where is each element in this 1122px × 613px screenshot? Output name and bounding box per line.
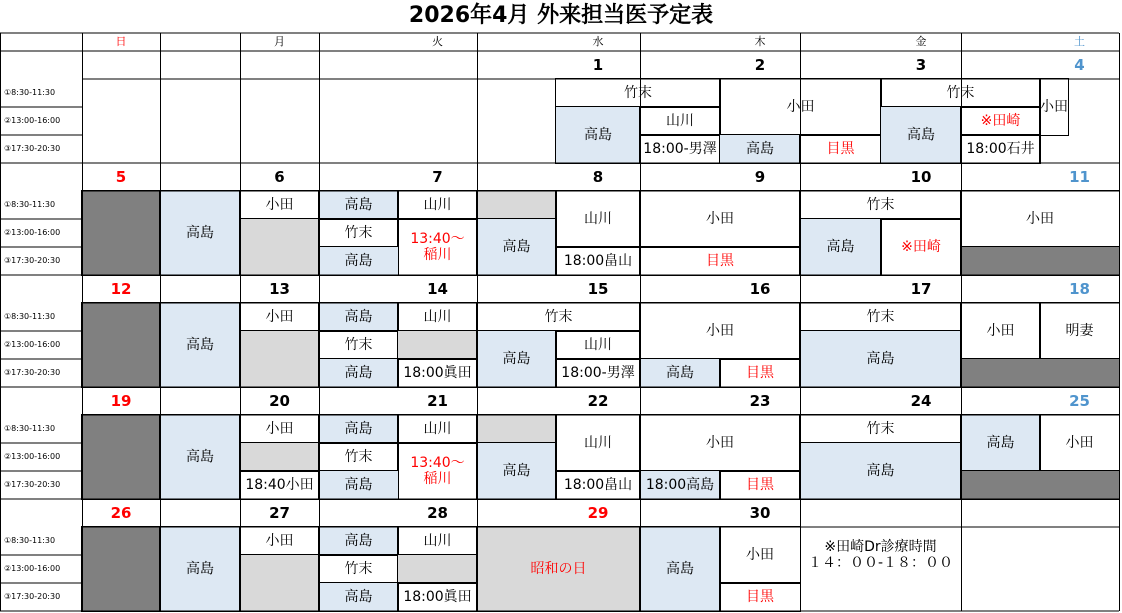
- doctor-entry: 高島: [319, 359, 398, 387]
- doctor-entry: 小田: [720, 79, 881, 135]
- doctor-entry: 18:00眞田: [398, 583, 477, 611]
- doctor-entry: 小田: [961, 303, 1040, 359]
- holiday-label: 昭和の日: [477, 527, 640, 611]
- date-number: 30: [749, 504, 771, 522]
- doctor-entry: 高島: [556, 107, 640, 163]
- doctor-entry: 竹末: [319, 555, 398, 583]
- doctor-entry: 小田: [240, 303, 319, 331]
- doctor-entry: 目黒: [720, 471, 800, 499]
- doctor-entry: 竹末: [319, 219, 398, 247]
- weekday-header: 火: [432, 35, 443, 48]
- doctor-entry: 山川: [398, 527, 477, 555]
- date-number: 15: [587, 280, 609, 298]
- doctor-entry: 18:00畠山: [556, 471, 640, 499]
- doctor-entry: 18:40小田: [240, 471, 319, 499]
- doctor-entry: 高島: [961, 415, 1040, 471]
- doctor-entry: 竹末: [881, 79, 1040, 107]
- doctor-entry: 小田: [240, 191, 319, 219]
- doctor-entry: 小田: [640, 191, 800, 247]
- date-number: 18: [1069, 280, 1090, 298]
- time-slot-label: ③17:30-20:30: [4, 144, 61, 153]
- date-number: 16: [749, 280, 771, 298]
- doctor-entry: 高島: [800, 331, 961, 387]
- date-number: 24: [910, 392, 932, 410]
- weekday-header: 金: [915, 35, 927, 48]
- doctor-entry: 目黒: [800, 135, 881, 163]
- date-number: 22: [587, 392, 609, 410]
- doctor-entry: 目黒: [640, 247, 800, 275]
- doctor-entry: 竹末: [477, 303, 640, 331]
- time-slot-label: ①8:30-11:30: [4, 200, 56, 209]
- time-slot-label: ①8:30-11:30: [4, 536, 56, 545]
- doctor-entry: 山川: [398, 191, 477, 219]
- doctor-entry: 高島: [477, 443, 556, 499]
- date-number: 2: [754, 56, 766, 74]
- date-number: 3: [915, 56, 927, 74]
- date-number: 1: [592, 56, 604, 74]
- doctor-entry: 高島: [160, 415, 240, 499]
- doctor-entry: 高島: [477, 331, 556, 387]
- doctor-entry: 目黒: [720, 583, 800, 611]
- doctor-entry: 小田: [720, 527, 800, 583]
- doctor-entry: 竹末: [319, 331, 398, 359]
- cell-line: ※田崎Dr診療時間: [824, 539, 937, 555]
- time-slot-label: ③17:30-20:30: [4, 480, 61, 489]
- doctor-entry: 高島: [319, 583, 398, 611]
- doctor-entry: 18:00-男澤: [556, 359, 640, 387]
- date-number: 5: [115, 168, 127, 186]
- date-number: 23: [749, 392, 771, 410]
- date-number: 9: [754, 168, 766, 186]
- date-number: 25: [1069, 392, 1090, 410]
- doctor-entry: 小田: [640, 303, 800, 359]
- doctor-entry: 高島: [319, 415, 398, 443]
- time-slot-label: ②13:00-16:00: [4, 340, 61, 349]
- doctor-entry: 小田: [961, 191, 1119, 247]
- doctor-entry: 高島: [720, 135, 800, 163]
- weekday-header: 日: [115, 35, 127, 48]
- doctor-entry: 高島: [160, 191, 240, 275]
- cell-line: 13:40～: [410, 455, 465, 471]
- date-number: 12: [110, 280, 132, 298]
- doctor-entry: 18:00眞田: [398, 359, 477, 387]
- doctor-entry: 竹末: [800, 415, 961, 443]
- doctor-entry: 高島: [800, 219, 881, 275]
- time-slot-label: ①8:30-11:30: [4, 312, 56, 321]
- date-number: 17: [910, 280, 932, 298]
- doctor-entry: 18:00-男澤: [640, 135, 720, 163]
- date-number: 29: [587, 504, 609, 522]
- doctor-entry: 高島: [640, 527, 720, 611]
- doctor-entry: ※田崎: [961, 107, 1040, 135]
- doctor-entry: ※田崎: [881, 219, 961, 275]
- doctor-entry: 小田: [240, 415, 319, 443]
- doctor-entry: 18:00高島: [640, 471, 720, 499]
- doctor-entry: 高島: [160, 527, 240, 611]
- doctor-entry: 山川: [398, 303, 477, 331]
- time-slot-label: ②13:00-16:00: [4, 116, 61, 125]
- date-number: 13: [269, 280, 290, 298]
- doctor-entry: 小田: [240, 527, 319, 555]
- doctor-entry: 竹末: [319, 443, 398, 471]
- date-number: 19: [110, 392, 132, 410]
- date-number: 6: [274, 168, 285, 186]
- page-title: 2026年4月 外来担当医予定表: [408, 3, 714, 28]
- doctor-entry: 高島: [319, 303, 398, 331]
- date-number: 4: [1074, 56, 1085, 74]
- cell-line: 稲川: [423, 471, 452, 487]
- cell-line: １４：００-１８：００: [807, 555, 954, 571]
- doctor-entry: 山川: [556, 331, 640, 359]
- doctor-entry: 明妻: [1040, 303, 1119, 359]
- time-slot-label: ①8:30-11:30: [4, 88, 56, 97]
- weekday-header: 土: [1074, 35, 1085, 48]
- date-number: 14: [427, 280, 448, 298]
- date-number: 8: [592, 168, 604, 186]
- date-number: 11: [1069, 168, 1090, 186]
- date-number: 7: [432, 168, 443, 186]
- date-number: 10: [910, 168, 932, 186]
- date-number: 26: [110, 504, 132, 522]
- doctor-entry: 18:00畠山: [556, 247, 640, 275]
- doctor-entry: 高島: [319, 191, 398, 219]
- doctor-entry: 高島: [319, 471, 398, 499]
- doctor-entry: 小田: [640, 415, 800, 471]
- time-slot-label: ③17:30-20:30: [4, 256, 61, 265]
- doctor-entry: 竹末: [800, 303, 961, 331]
- date-number: 27: [269, 504, 290, 522]
- doctor-entry: 山川: [556, 415, 640, 471]
- doctor-entry: 高島: [477, 219, 556, 275]
- doctor-entry: 高島: [800, 443, 961, 499]
- doctor-entry: 高島: [319, 527, 398, 555]
- date-number: 20: [269, 392, 290, 410]
- date-number: 21: [427, 392, 448, 410]
- time-slot-label: ③17:30-20:30: [4, 592, 61, 601]
- weekday-header: 水: [592, 35, 604, 48]
- doctor-entry: 小田: [1040, 415, 1119, 471]
- doctor-entry: 高島: [160, 303, 240, 387]
- doctor-entry: 竹末: [800, 191, 961, 219]
- weekday-header: 木: [754, 35, 766, 48]
- doctor-entry: 山川: [398, 415, 477, 443]
- time-slot-label: ②13:00-16:00: [4, 564, 61, 573]
- doctor-entry: 竹末: [556, 79, 720, 107]
- cell-line: 13:40～: [410, 231, 465, 247]
- time-slot-label: ③17:30-20:30: [4, 368, 61, 377]
- time-slot-label: ②13:00-16:00: [4, 228, 61, 237]
- weekday-header: 月: [274, 35, 285, 48]
- doctor-entry: 高島: [881, 107, 961, 163]
- doctor-entry: 目黒: [720, 359, 800, 387]
- time-slot-label: ②13:00-16:00: [4, 452, 61, 461]
- doctor-entry: 高島: [319, 247, 398, 275]
- doctor-entry: 山川: [640, 107, 720, 135]
- cell-line: 稲川: [423, 247, 452, 263]
- date-number: 28: [427, 504, 448, 522]
- doctor-entry: 高島: [640, 359, 720, 387]
- time-slot-label: ①8:30-11:30: [4, 424, 56, 433]
- doctor-entry: 山川: [556, 191, 640, 247]
- doctor-entry: 小田: [1040, 79, 1068, 135]
- doctor-entry: 18:00石井: [961, 135, 1040, 163]
